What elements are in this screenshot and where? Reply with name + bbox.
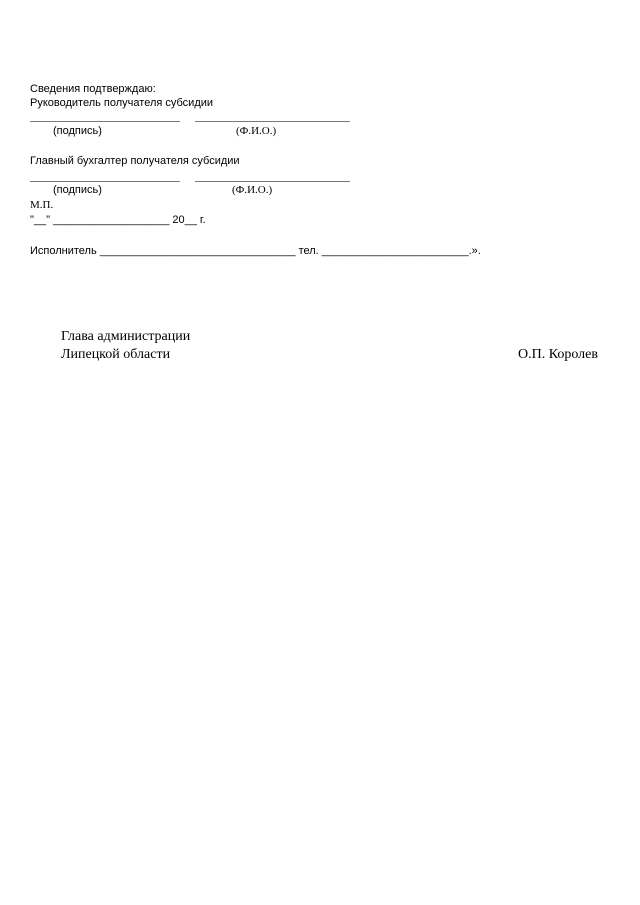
signer-position-line1: Глава администрации [61, 329, 191, 344]
executor-line: Исполнитель ________________________________ тел. ________________________.». [30, 245, 481, 257]
confirmation-heading: Сведения подтверждаю: [30, 83, 156, 95]
accountant-title: Главный бухгалтер получателя субсидии [30, 155, 240, 167]
accountant-signature-caption: (подпись) [53, 184, 102, 196]
head-name-line [195, 121, 350, 122]
accountant-signature-line [30, 181, 180, 182]
stamp-place: М.П. [30, 199, 54, 211]
accountant-name-line [195, 181, 350, 182]
head-signature-line [30, 121, 180, 122]
date-line: "__" ___________________ 20__ г. [30, 214, 206, 226]
signer-position-line2: Липецкой области [61, 347, 171, 362]
head-name-caption: (Ф.И.О.) [236, 125, 277, 137]
accountant-name-caption: (Ф.И.О.) [232, 184, 273, 196]
head-title: Руководитель получателя субсидии [30, 97, 214, 109]
head-signature-caption: (подпись) [53, 125, 102, 137]
signer-name: О.П. Королев [518, 347, 598, 362]
